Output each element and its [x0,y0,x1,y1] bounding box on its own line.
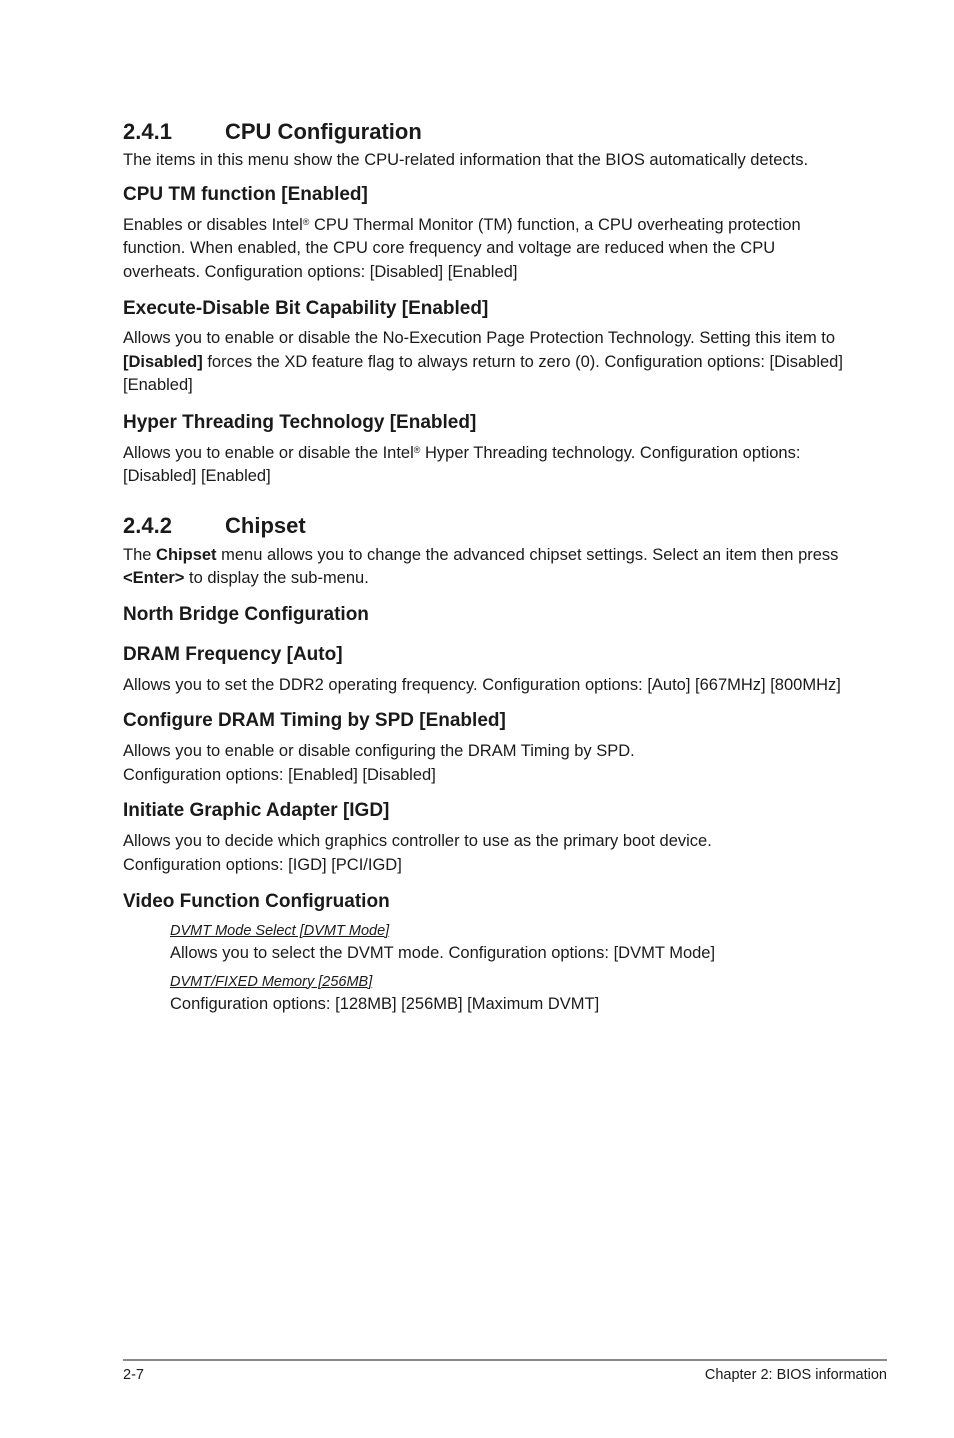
item-desc-graphic-adapter-line2: Configuration options: [IGD] [PCI/IGD] [123,855,402,874]
page-number: 2-7 [123,1367,144,1383]
footer-divider [123,1359,887,1361]
bold-term: Chipset [156,545,217,564]
section-number: 2.4.2 [123,512,172,538]
item-desc-xd-bit [123,327,843,398]
section-title: Chipset [225,512,306,538]
item-desc-hyper-threading [123,442,843,489]
registered-mark: ® [302,216,310,227]
text-run: Allows you to enable or disable the No-Execution Page Protection Technology. Setting this item to [123,329,836,347]
page-content [123,118,843,1016]
section-heading-cpu-configuration [123,118,843,146]
item-heading-dram-timing: Configure DRAM Timing by SPD [Enabled] [123,710,506,731]
subitem-desc-dvmt-memory: Configuration options: [128MB] [256MB] [Maximum DVMT] [170,994,600,1013]
text-run: Allows you to enable or disable the Intel [123,443,414,462]
subitem-heading-dvmt-memory: DVMT/FIXED Memory [256MB] [170,973,373,990]
subsection-heading-video-function: Video Function Configruation [123,891,390,912]
video-subitems [170,922,843,1016]
registered-mark: ® [413,444,421,455]
section-intro: The items in this menu show the CPU-related information that the BIOS automatically detects. [123,151,809,169]
item-heading-hyper-threading: Hyper Threading Technology [Enabled] [123,411,477,433]
subitem-desc-dvmt-mode: Allows you to select the DVMT mode. Configuration options: [DVMT Mode] [170,944,716,962]
subsection-heading-north-bridge: North Bridge Configuration [123,603,369,625]
text-run: CPU Thermal Monitor (TM) function, a CPU overheating protection function. When enabled, the CPU core frequency and voltage are reduced when the CPU overheats. Configuration options: [Disabled] [Enabled] [123,215,801,281]
text-run: menu allows you to change the advanced chipset settings. Select an item then press [216,545,839,564]
section-heading-chipset [123,512,843,540]
section-intro [123,544,843,591]
section-title: CPU Configuration [225,119,422,144]
text-run: to display the sub-menu. [184,569,369,587]
chapter-label: Chapter 2: BIOS information [704,1367,887,1383]
text-run: The [123,545,157,564]
item-heading-cpu-tm: CPU TM function [Enabled] [123,183,368,205]
text-run: Hyper Threading technology. Configuration options: [Disabled] [Enabled] [123,443,801,485]
item-desc-cpu-tm [123,214,843,285]
item-desc-graphic-adapter-line1: Allows you to decide which graphics controller to use as the primary boot device. [123,832,712,850]
text-run: forces the XD feature flag to always return to zero (0). Configuration options: [Disabled] [Enabled] [123,352,843,394]
item-desc-dram-timing-line1: Allows you to enable or disable configuring the DRAM Timing by SPD. [123,742,635,760]
item-heading-dram-frequency: DRAM Frequency [Auto] [123,643,343,665]
text-run: Enables or disables Intel [123,215,303,234]
bold-option: [Disabled] [123,352,203,371]
item-desc-dram-frequency: Allows you to set the DDR2 operating frequency. Configuration options: [Auto] [667MHz] [800MHz] [123,675,841,694]
item-desc-dram-timing-line2: Configuration options: [Enabled] [Disabled] [123,765,436,784]
item-heading-graphic-adapter: Initiate Graphic Adapter [IGD] [123,800,390,821]
bold-key: <Enter> [123,569,185,587]
subitem-heading-dvmt-mode: DVMT Mode Select [DVMT Mode] [170,923,390,939]
section-number: 2.4.1 [123,119,172,144]
item-heading-xd-bit: Execute-Disable Bit Capability [Enabled] [123,298,489,319]
